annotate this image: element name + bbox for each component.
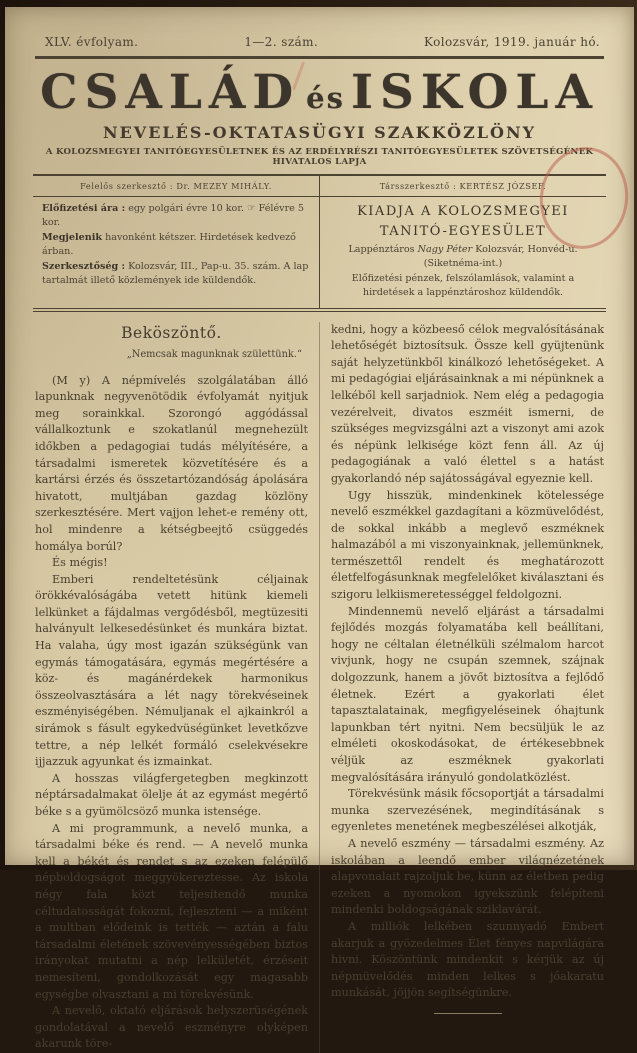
- treasurer-line: Lappénztáros Nagy Péter Kolozsvár, Honvéd-u. (Siketnéma-int.): [348, 244, 578, 270]
- header-rule: [35, 56, 604, 59]
- responsible-editor: Felelős szerkesztő : Dr. MEZEY MIHÁLY.: [33, 176, 320, 196]
- publisher-info-box: [320, 197, 606, 308]
- publisher-heading: KIADJA A KOLOZSMEGYEI TANITÓ-EGYESÜLET: [357, 204, 569, 239]
- paragraph: A hosszas világfergetegben megkinzott néptársadalmakat ölelje át az egymást megértő béke s a gyümölcsöző munka istensége.: [35, 771, 308, 818]
- paragraph: A milliók lelkében szunnyadó Embert akarjuk a gyözedelmes Élet fényes napvilágára hivni. Köszöntünk mindenkit s kérjük az új népmüvelődés minden lelkes s jóakaratu munkását, jöjjön segítségünkre.: [331, 919, 604, 1000]
- frequency-text: havonként kétszer. Hirdetések kedvező árban.: [42, 231, 296, 258]
- editorial-office-text: Kolozsvár, III., Pap-u. 35. szám. A lap tartalmát illető közlemények ide küldendők.: [42, 260, 309, 286]
- paragraph: Ugy hisszük, mindenkinek kötelessége nevelő eszmékkel gazdagítani a közmüvelődést, de sokkal inkább a meglevő eszméknek halmazából a mi viszonyainknak, jellemünknek, természettől rendelt és meghatározott életfelfogásunknak megfelelőket kiválasztani és szigoru lelkiismeretességgel feldolgozni.: [331, 488, 604, 602]
- masthead-info-bar: [33, 174, 606, 312]
- paragraph: A nevelő eszmény — társadalmi eszmény. Az iskolában a leendő ember világnézetének alapvonalait rajzoljuk be, künn az életben pedig ezeken a nyomokon igyekszünk felépíteni mindenki boldogságának sziklavárát.: [331, 836, 604, 917]
- subscription-price-lead: Előfizetési ára :: [42, 203, 126, 214]
- info-boxes: [33, 197, 606, 308]
- left-column: [35, 322, 308, 1053]
- article-title: Beköszöntő.: [121, 323, 222, 342]
- column-divider: [319, 322, 320, 1053]
- newspaper-title: [5, 65, 634, 120]
- paragraph: (M y) A népmívelés szolgálatában álló lapunknak negyvenötödik évfolyamát nyitjuk meg sorainkkal. Szorongó aggódással vállalkoztunk e szokatlanúl megnehezült időkben a pedagogiai tudás mélyítésére, a társadalmi ismeretek közvetítésére és a kartársi érzés és összetartózandóság ápolására hivatott, multjában gazdag közlöny szerkesztésére. Mert vajjon lehet-e remény ott, hol mindenre a kétségbeejtő csüggedés homálya borúl?: [35, 373, 308, 553]
- article-body: [35, 322, 604, 1053]
- co-editor: Társszerkesztő : KERTÉSZ JÓZSEF.: [379, 181, 547, 191]
- paragraph: A mi programmunk, a nevelő munka, a társadalmi béke és rend. — A nevelő munka kell a békét és rendet s az ezeken felépülő népboldogságot meggyökereztesse. Az iskola négy fala közt teljesítendő munka céltudatosságát fokozni, fejleszteni — a miként a multban elődeink is tették — aztán a falu társadalmi életének szövevényességében biztos irányokat mutatni a nép lelkületét, érzéseit nemesíteni, gondolkozását egy magasabb egységbe olvasztani a mi törekvésünk.: [35, 821, 308, 1001]
- editorial-office-lead: Szerkesztőség :: [42, 260, 126, 272]
- treasurer-name: Nagy Péter: [417, 244, 473, 255]
- subscription-price-text: egy polgári évre 10 kor. ☞ Félévre 5 kor.: [42, 203, 305, 229]
- subscription-info-box: [33, 197, 320, 308]
- place-date: Kolozsvár, 1919. január hó.: [424, 35, 600, 49]
- paragraph: A nevelő, oktató eljárások helyszerüségének gondolatával a nevelő eszményre olyképen akarunk töre-: [35, 1004, 308, 1051]
- title-word-iskola: ISKOLA: [350, 65, 599, 120]
- volume-label: XLV. évfolyam.: [45, 35, 139, 49]
- frequency-lead: Megjelenik: [42, 231, 103, 243]
- article-end-divider: [434, 1013, 502, 1014]
- issue-info-row: [5, 7, 634, 56]
- article-epigraph: „Nemcsak magunknak születtünk.“: [126, 348, 302, 360]
- title-word-csalad: CSALÁD: [40, 65, 301, 120]
- newspaper-subtitle: NEVELÉS-OKTATASÜGYI SZAKKÖZLÖNY: [102, 123, 537, 142]
- paragraph: Emberi rendeltetésünk céljainak örökkévalóságába vetett hitünk kiemeli lelkünket a fájdalmas vergődésből, megtüzesiti halványult lelkesedésünket és munkára biztat. Ha valaha, úgy most igazán szükségünk van egymás támogatására, egymás megértésére a köz- és magánérdekek harmonikus összeolvasztására a lét nagy törekvéseinek eszményiségében. Némuljanak el ajkainkról a sirámok s fásult egykedvüségünket levetkőzve tettre, a nép lelkét formáló cselekvésekre ijjazzuk agyunkat és izmainkat.: [35, 572, 308, 769]
- title-conjunction: és: [306, 81, 345, 115]
- payments-note: Előfizetési pénzek, felszólamlások, valamint a hirdetések a lappénztároshoz küldendők.: [351, 272, 575, 299]
- paragraph: Mindennemü nevelő eljárást a társadalmi fejlődés mozgás folyamatába kell beállítani, hogy ne céltalan életnélküli szélmalom harcot vivjunk, hogy ne csupán szemnek, szájnak dolgozzunk, hanem a jövőt biztosítva a fejlődő életnek. Ezért a gyakorlati élet tapasztalatainak, megfigyeléseinek óhajtunk lapunkban tért nyitni. Nem becsüljük le az elméleti okoskodásokat, de értékesebbnek véljük az eszméknek gyakorlati megvalósítására irányuló gondolatközlést.: [331, 604, 604, 784]
- editors-row: [33, 176, 606, 197]
- paragraph: kedni, hogy a közbeeső célok megvalósításának lehetőségét biztosítsuk. Össze kell gyüjtenünk saját helyzetünkből kinálkozó lehetőségeket. A mi pedagógiai eljárásainknak a mi népünknek a lelkéből kell sarjadniok. Nem elég a pedagogia vezérelveit, divatos eszméit ismerni, de szükséges megvizsgálni azt a viszonyt ami azok és népünk lelkisége közt fenn áll. Az új pedagogiának a való élettel s a hatást gyakorlandó nép sajátosságával egyeznie kell.: [331, 322, 604, 485]
- official-organ-tagline: A KOLOZSMEGYEI TANITÓEGYESÜLETNEK ÉS AZ ERDÉLYRÉSZI TANITÓEGYESÜLETEK SZÖVETSÉGÉNEK HIVATALOS LAPJA: [45, 147, 594, 167]
- newspaper-front-page: [5, 7, 634, 1051]
- paragraph: És mégis!: [52, 556, 108, 570]
- right-column: [331, 322, 604, 1053]
- paragraph: Törekvésünk másik főcsoportját a társadalmi munka szervezésének, megindításának s egyenletes menetének megbeszélései alkotják,: [331, 787, 604, 834]
- issue-number: 1—2. szám.: [244, 35, 319, 49]
